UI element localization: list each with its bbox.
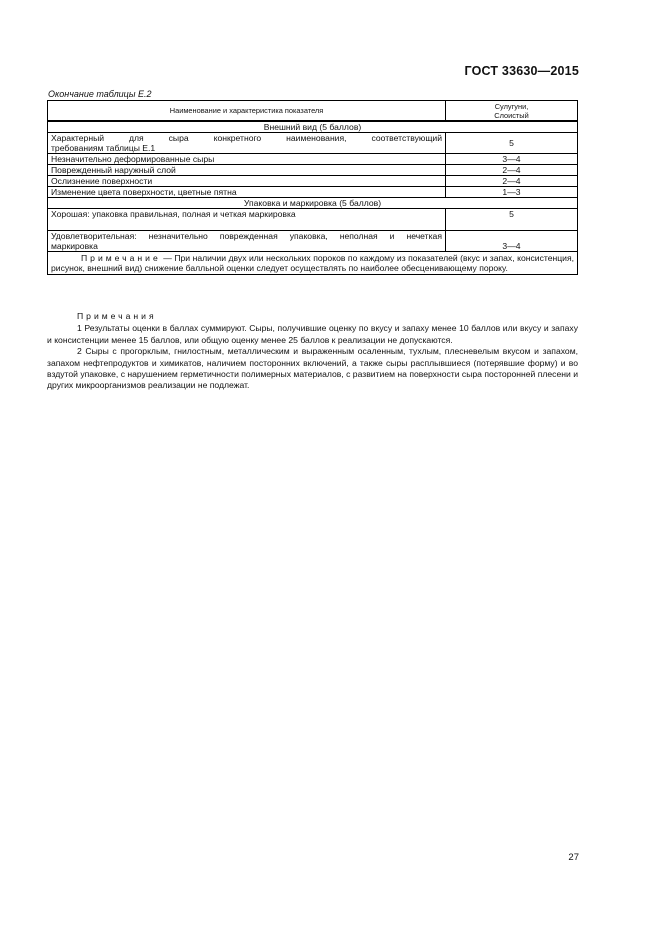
table-note bbox=[48, 252, 578, 275]
section-title: Упаковка и маркировка (5 баллов) bbox=[48, 198, 578, 209]
col-value-header-line2: Слоистый bbox=[494, 110, 529, 120]
page-number: 27 bbox=[568, 852, 579, 863]
col-value-header-line1: Сулугуни, bbox=[494, 101, 529, 111]
col-name-header: Наименование и характеристика показателя bbox=[48, 101, 446, 122]
table-note-label: Примечание bbox=[81, 253, 161, 263]
row-value: 3—4 bbox=[446, 231, 578, 252]
section-title: Внешний вид (5 баллов) bbox=[48, 121, 578, 133]
table-note-row bbox=[48, 252, 578, 275]
row-name: Ослизнение поверхности bbox=[48, 176, 446, 187]
table-row bbox=[48, 231, 578, 252]
row-name bbox=[48, 231, 446, 252]
table-row bbox=[48, 165, 578, 176]
note-item: 2 Сыры с прогорклым, гнилостным, металлическим и выраженным осаленным, тухлым, плесневелым вкусом и запахом, запахом нефтепродуктов и химикатов, наличием посторонних включений, а также сыры расплывшиеся (потерявшие форму) и во вздутой упаковке, с нарушением герметичности полимерных материалов, с развитием на поверхности сыра посторонней плесени и других микроорганизмов реализации не подлежат. bbox=[47, 346, 578, 391]
row-value: 5 bbox=[446, 209, 578, 231]
row-name: Поврежденный наружный слой bbox=[48, 165, 446, 176]
notes-section bbox=[47, 311, 578, 392]
table-row bbox=[48, 133, 578, 154]
row-name: Незначительно деформированные сыры bbox=[48, 154, 446, 165]
standard-code: ГОСТ 33630—2015 bbox=[464, 64, 579, 78]
row-name-line2: требованиям таблицы Е.1 bbox=[51, 143, 156, 153]
notes-title: Примечания bbox=[77, 311, 157, 321]
table-note-text: — При наличии двух или нескольких пороков по каждому из показателей (вкус и запах, консистенция, рисунок, внешний вид) снижение балльной оценки следует осуществлять по наиболее обесценивающему пороку. bbox=[51, 253, 574, 273]
table-header-row bbox=[48, 101, 578, 122]
table-caption: Окончание таблицы Е.2 bbox=[48, 89, 152, 99]
row-value: 5 bbox=[446, 133, 578, 154]
section-row-appearance bbox=[48, 121, 578, 133]
evaluation-table bbox=[47, 100, 578, 275]
row-name: Изменение цвета поверхности, цветные пятна bbox=[48, 187, 446, 198]
row-name: Хорошая: упаковка правильная, полная и четкая маркировка bbox=[48, 209, 446, 231]
row-value: 2—4 bbox=[446, 165, 578, 176]
row-value: 3—4 bbox=[446, 154, 578, 165]
note-item: 1 Результаты оценки в баллах суммируют. Сыры, получившие оценку по вкусу и запаху менее 10 баллов или вкусу и запаху и консистенции менее 15 баллов, или общую оценку менее 25 баллов к реализации не допускаются. bbox=[47, 323, 578, 345]
col-value-header bbox=[446, 101, 578, 122]
table-row bbox=[48, 154, 578, 165]
table-row bbox=[48, 176, 578, 187]
table-row bbox=[48, 187, 578, 198]
row-value: 1—3 bbox=[446, 187, 578, 198]
row-value: 2—4 bbox=[446, 176, 578, 187]
row-name-line1: Удовлетворительная: незначительно поврежденная упаковка, неполная и нечеткая bbox=[51, 231, 442, 241]
table-row bbox=[48, 209, 578, 231]
row-name-line2: маркировка bbox=[51, 241, 98, 251]
row-name bbox=[48, 133, 446, 154]
section-row-packaging bbox=[48, 198, 578, 209]
row-name-line1: Характерный для сыра конкретного наименования, соответствующий bbox=[51, 133, 442, 143]
